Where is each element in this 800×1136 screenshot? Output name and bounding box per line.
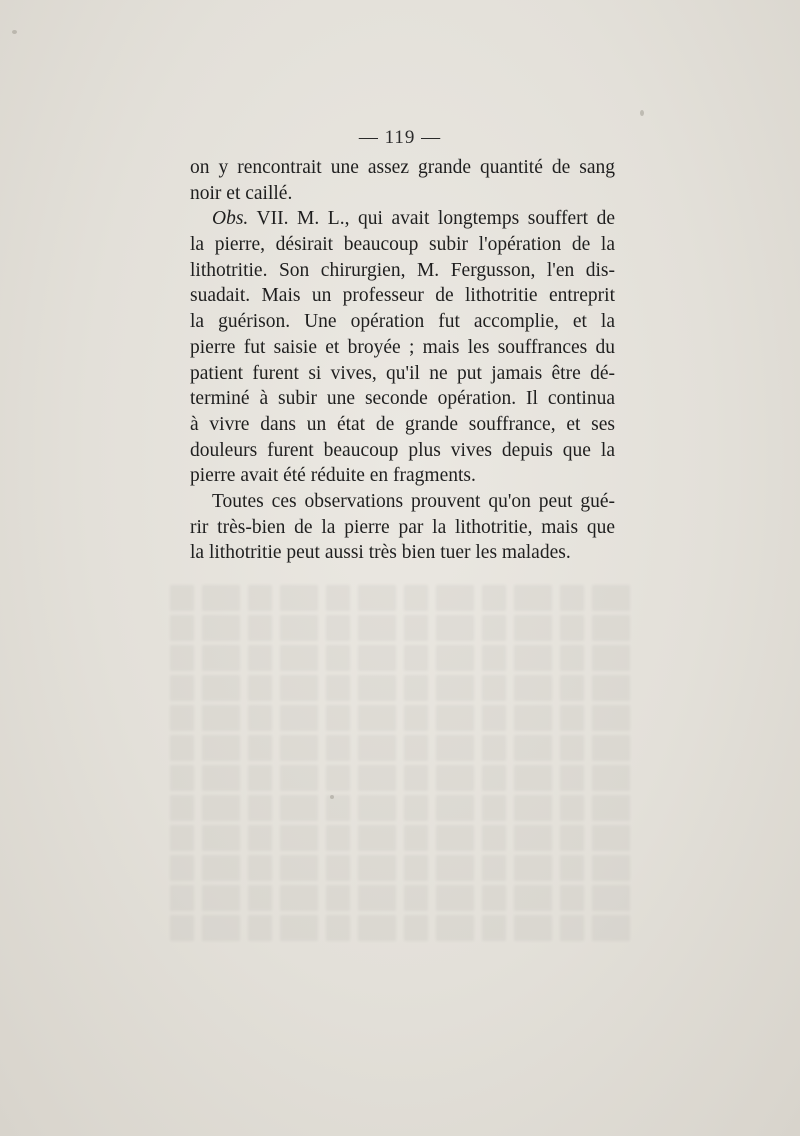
paragraph-2 [190,206,615,489]
paper-speck [640,110,644,116]
page-number: — 119 — [358,127,442,148]
text-line: douleurs furent beaucoup plus vives depuis que la [190,439,615,461]
text-line: Toutes ces observations prouvent qu'on peut gué- [212,490,615,512]
text-line: la lithotritie peut aussi très bien tuer les malades. [190,542,571,564]
paper-speck [12,30,17,34]
text-line: rir très-bien de la pierre par la lithotritie, mais que [190,516,615,538]
text-line: à vivre dans un état de grande souffrance, et ses [190,413,615,435]
text-line: lithotritie. Son chirurgien, M. Fergusson, l'en dis- [190,259,615,281]
text-line: pierre fut saisie et broyée ; mais les souffrances du [190,336,615,358]
text-line: on y rencontrait une assez grande quantité de sang [190,157,615,178]
text-line [190,206,615,232]
body-text [190,155,615,566]
text-line: patient furent si vives, qu'il ne put jamais être dé- [190,362,615,384]
text-line: noir et caillé. [190,182,293,204]
paragraph-3 [190,489,615,566]
text-line: pierre avait été réduite en fragments. [190,465,476,487]
show-through-text [170,585,630,965]
text-line: suadait. Mais un professeur de lithotritie entreprit [190,285,615,307]
paragraph-1 [190,155,615,206]
obs-label: Obs. [212,208,249,230]
text-line: terminé à subir une seconde opération. Il continua [190,388,615,410]
paper-speck [330,795,334,799]
text-line: la guérison. Une opération fut accomplie, et la [190,311,615,333]
text-line: la pierre, désirait beaucoup subir l'opération de la [190,234,615,256]
text-fragment: VII. M. L., qui avait longtemps souffert de [248,208,615,230]
